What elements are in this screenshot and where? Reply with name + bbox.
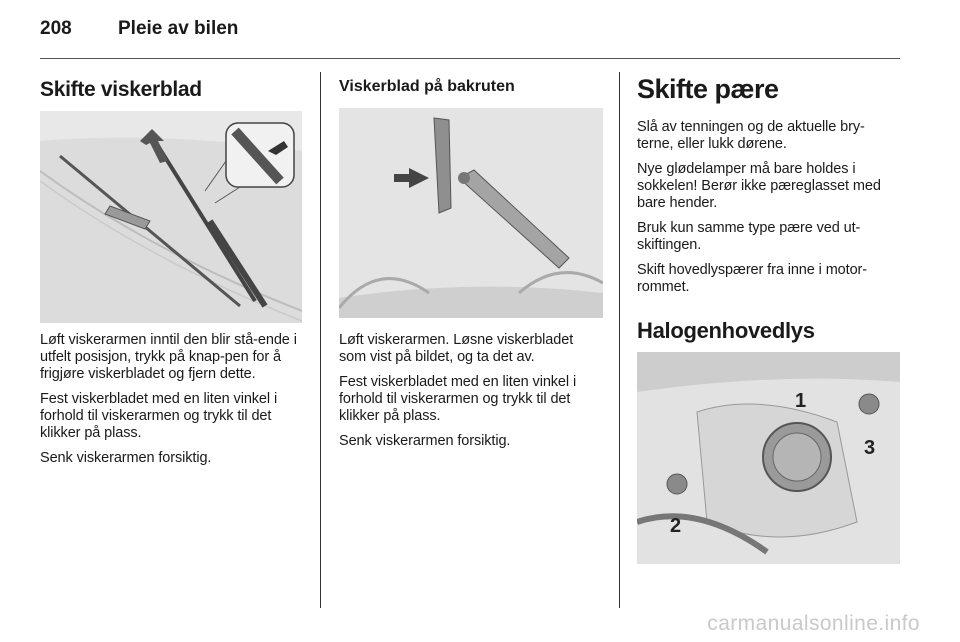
page-number: 208 <box>40 18 72 39</box>
column-rear-wiper-text <box>339 332 603 450</box>
page-header <box>40 18 920 48</box>
watermark: carmanualsonline.info <box>707 612 920 635</box>
windscreen-wiper-illustration <box>40 111 302 323</box>
paragraph: Skift hovedlyspærer fra inne i motor-rommet. <box>637 262 867 295</box>
callout-3: 3 <box>864 437 876 459</box>
halogen-headlight-illustration <box>637 352 900 564</box>
paragraph: Løft viskerarmen. Løsne viskerbladet som vist på bildet, og ta det av. <box>339 332 574 365</box>
paragraph: Slå av tenningen og de aktuelle bry-terne, eller lukk dørene. <box>637 119 865 152</box>
header-rule <box>40 58 900 59</box>
paragraph: Fest viskerbladet med en liten vinkel i forhold til viskerarmen og trykk til det klikker på plass. <box>40 391 278 441</box>
heading-rear-wiper: Viskerblad på bakruten <box>339 78 515 95</box>
column-divider-1 <box>320 72 321 608</box>
paragraph: Senk viskerarmen forsiktig. <box>40 450 212 466</box>
section-title: Pleie av bilen <box>118 18 239 39</box>
paragraph: Løft viskerarmen inntil den blir stå-ende i utfelt posisjon, trykk på knap-pen for å frigjøre viskerbladet og fjern dette. <box>40 332 297 382</box>
paragraph: Fest viskerbladet med en liten vinkel i forhold til viskerarmen og trykk til det klikker på plass. <box>339 374 577 424</box>
heading-halogen-headlight: Halogenhovedlys <box>637 318 815 343</box>
column-wiper-blade <box>40 70 302 102</box>
column-rear-wiper <box>339 70 603 96</box>
rear-wiper-illustration <box>339 108 603 318</box>
heading-wiper-blade: Skifte viskerblad <box>40 78 202 101</box>
column-wiper-blade-text <box>40 332 302 467</box>
column-divider-2 <box>619 72 620 608</box>
paragraph: Bruk kun samme type pære ved ut-skiftingen. <box>637 220 861 253</box>
callout-1: 1 <box>795 390 807 412</box>
column-bulb-replacement <box>637 70 901 344</box>
callout-2: 2 <box>670 515 682 537</box>
paragraph: Senk viskerarmen forsiktig. <box>339 433 511 449</box>
heading-bulb-replacement: Skifte pære <box>637 74 779 104</box>
paragraph: Nye glødelamper må bare holdes i sokkelen! Berør ikke pæreglasset med bare hender. <box>637 161 881 211</box>
